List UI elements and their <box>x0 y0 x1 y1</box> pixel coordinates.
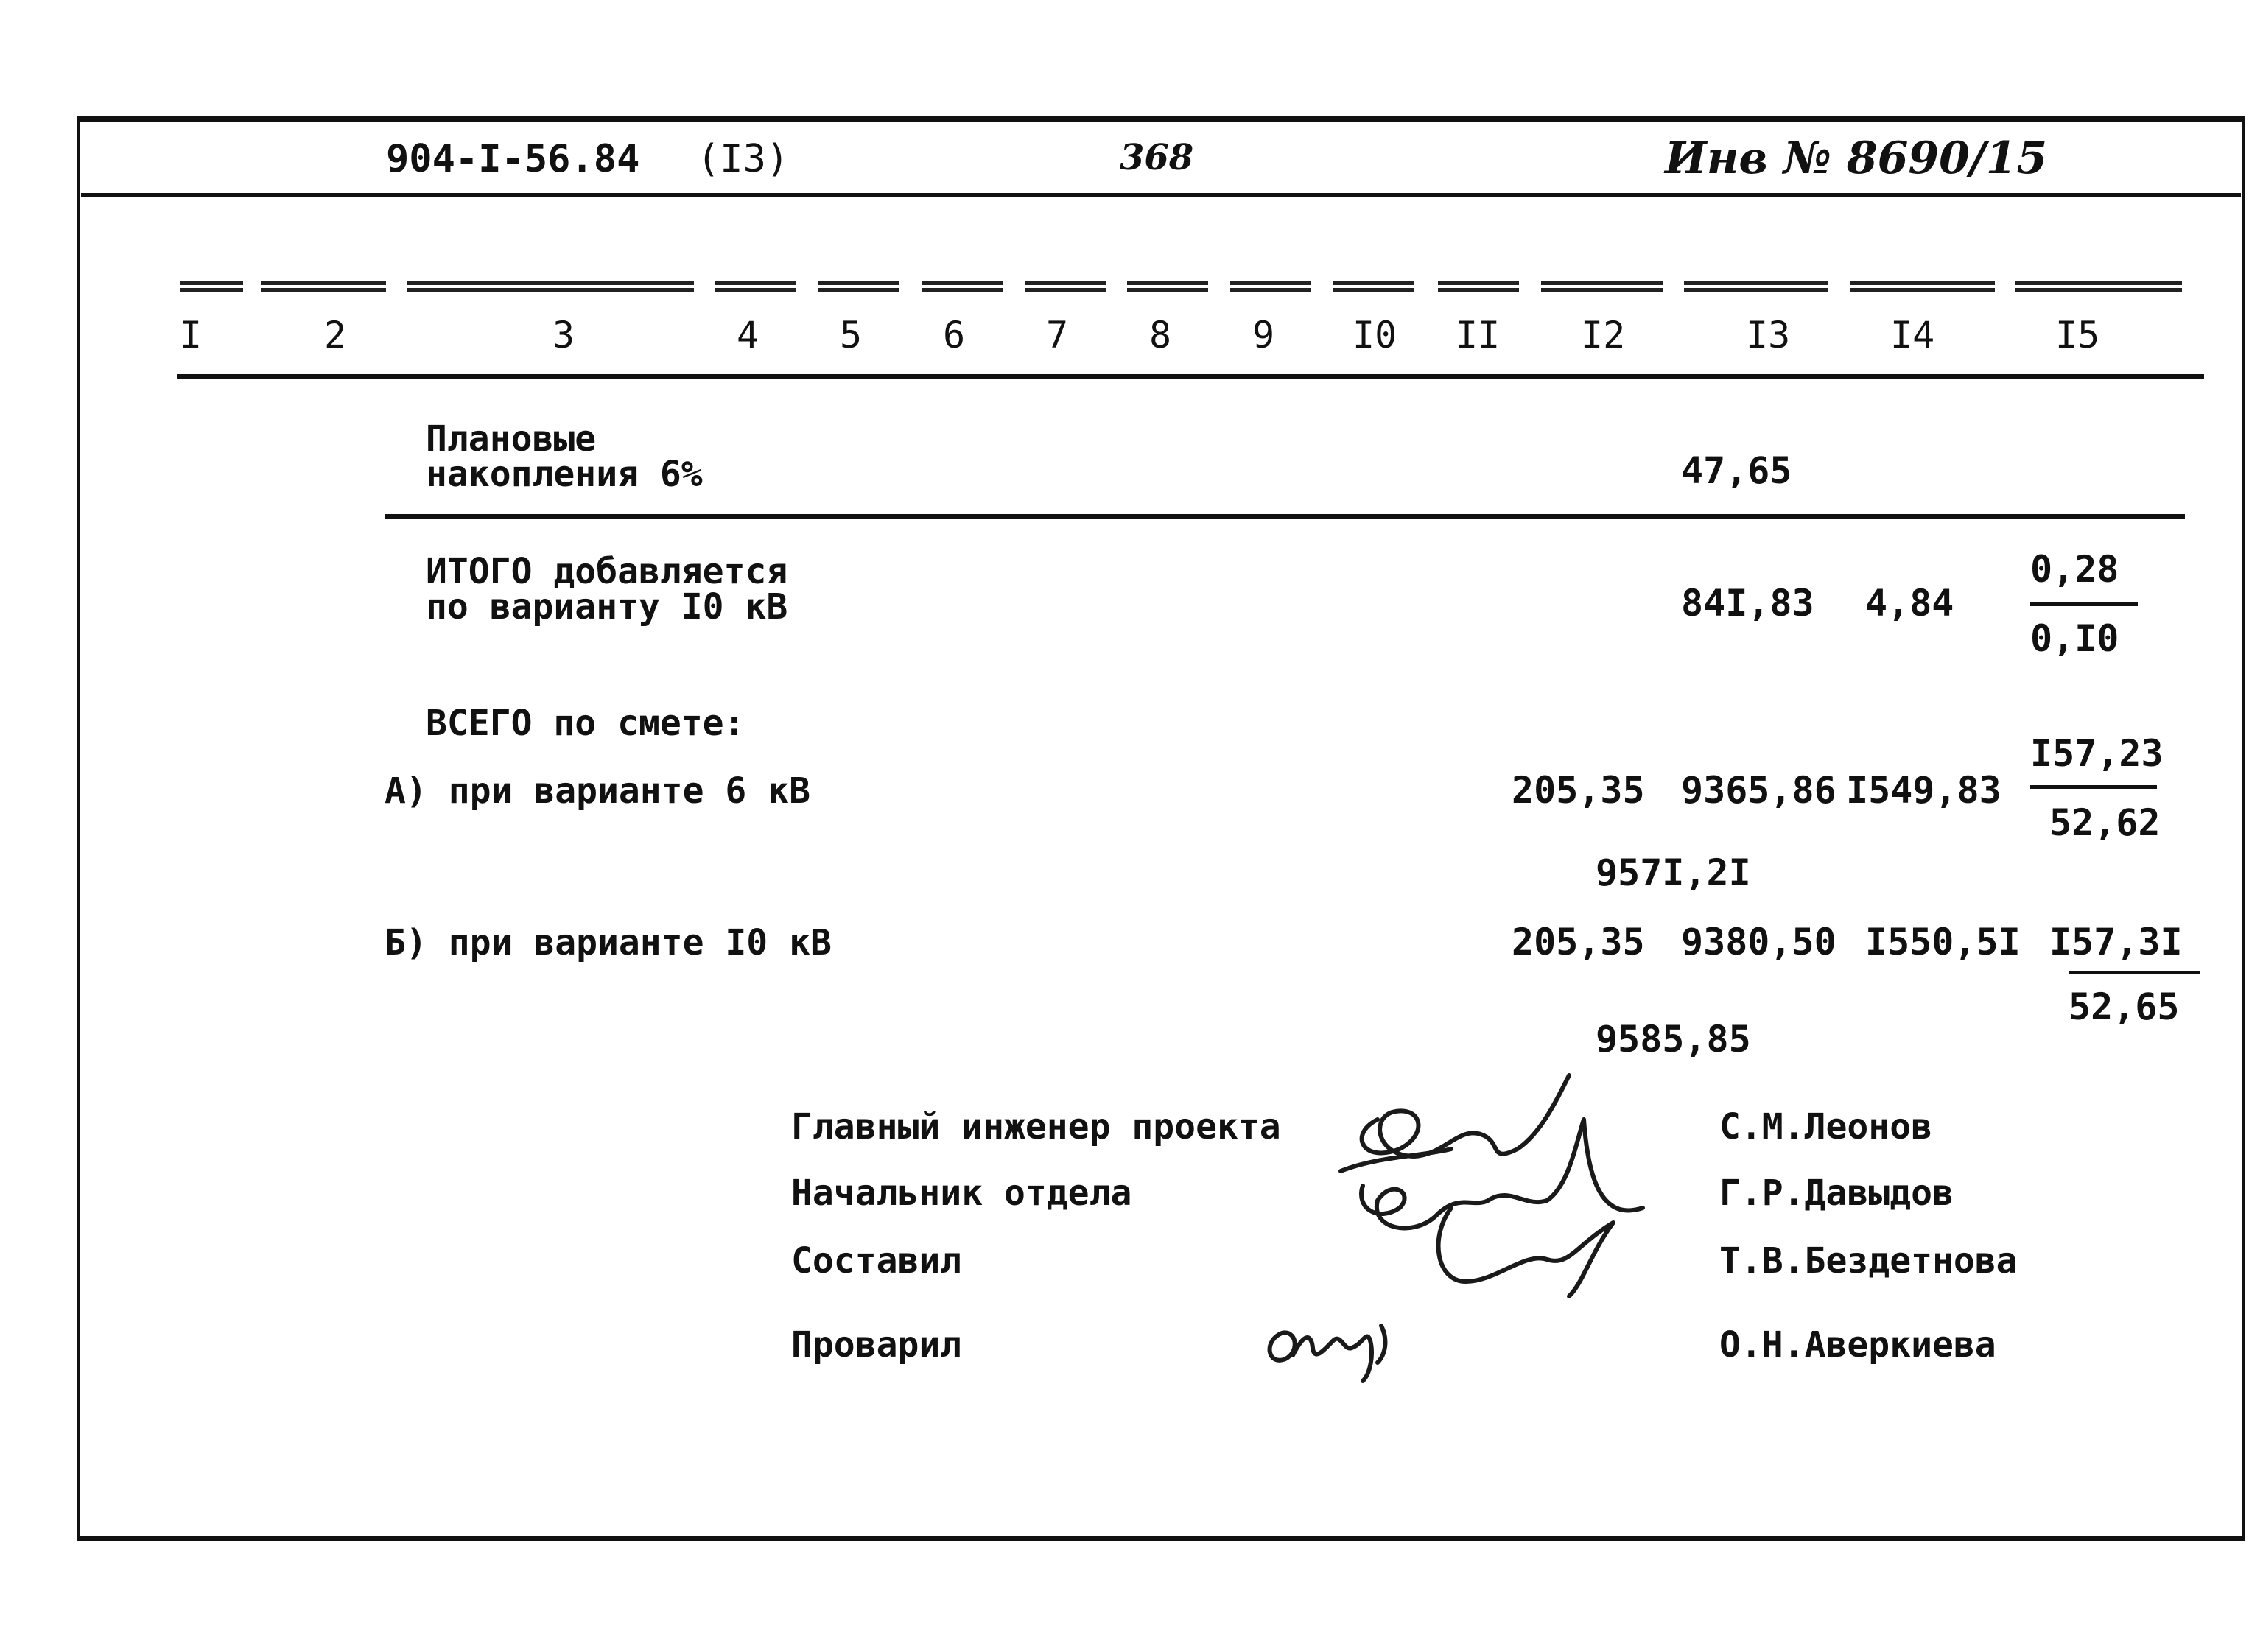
planned-savings-label: Плановые накопления 6% <box>426 418 703 495</box>
page-number: 368 <box>1120 137 1194 178</box>
column-dash <box>715 281 796 292</box>
total-added-col15-bottom: 0,I0 <box>2030 617 2119 660</box>
fraction-line <box>2030 602 2138 606</box>
column-dash <box>1230 281 1311 292</box>
column-number: 8 <box>1149 314 1172 356</box>
inventory-number: Инв № 8690/15 <box>1665 133 2048 184</box>
fraction-line <box>2069 971 2200 974</box>
variant-b-col15-bottom: 52,65 <box>2069 985 2180 1028</box>
variant-b-col12: 205,35 <box>1512 921 1645 963</box>
handwritten-signatures <box>1333 1061 1672 1311</box>
column-header-divider <box>177 374 2204 379</box>
variant-a-col14: I549,83 <box>1846 769 2001 812</box>
column-number: 5 <box>840 314 863 356</box>
variant-b-col13: 9380,50 <box>1681 921 1836 963</box>
signature-name: Т.В.Бездетнова <box>1719 1240 2018 1282</box>
variant-b-sum: 9585,85 <box>1596 1018 1751 1061</box>
column-number: 4 <box>737 314 759 356</box>
column-dash <box>1025 281 1106 292</box>
column-number: 2 <box>324 314 347 356</box>
signature-role: Составил <box>791 1240 962 1282</box>
column-dash <box>180 281 243 292</box>
column-number: 9 <box>1252 314 1275 356</box>
signature-name: О.Н.Аверкиева <box>1719 1324 1996 1365</box>
variant-a-col12: 205,35 <box>1512 769 1645 812</box>
signature-name: Г.Р.Давыдов <box>1719 1173 1954 1214</box>
column-number: II <box>1456 314 1501 356</box>
column-dash <box>1684 281 1828 292</box>
column-number: I0 <box>1352 314 1397 356</box>
column-number: 7 <box>1046 314 1069 356</box>
column-dash <box>922 281 1003 292</box>
variant-a-sum: 957I,2I <box>1596 851 1751 894</box>
header-divider <box>81 193 2241 197</box>
row-divider <box>385 514 2185 519</box>
doc-code: 904-I-56.84 <box>386 137 640 181</box>
column-number: I5 <box>2055 314 2100 356</box>
column-number: I4 <box>1890 314 1935 356</box>
variant-a-col13: 9365,86 <box>1681 769 1836 812</box>
signature-name: С.М.Леонов <box>1719 1106 1932 1147</box>
column-dash <box>1127 281 1208 292</box>
variant-a-col15-top: I57,23 <box>2030 732 2164 775</box>
column-dash <box>1850 281 1995 292</box>
total-added-col13: 84I,83 <box>1681 582 1814 625</box>
total-added-col14: 4,84 <box>1865 582 1954 625</box>
variant-b-col15-top: I57,3I <box>2049 921 2183 963</box>
variant-a-col15-bottom: 52,62 <box>2049 801 2161 844</box>
column-number: I2 <box>1581 314 1626 356</box>
column-dash <box>407 281 694 292</box>
column-number: 3 <box>552 314 575 356</box>
total-added-label: ИТОГО добавляется по варианту I0 кВ <box>426 551 788 628</box>
signature-role: Главный инженер проекта <box>791 1106 1281 1147</box>
signature-role: Проварил <box>791 1324 962 1365</box>
variant-b-col14: I550,5I <box>1865 921 2021 963</box>
column-dash <box>1438 281 1519 292</box>
column-number: I3 <box>1746 314 1791 356</box>
column-dash <box>1333 281 1414 292</box>
variant-b-label: Б) при варианте I0 кВ <box>385 922 832 963</box>
total-added-col15-top: 0,28 <box>2030 548 2119 591</box>
sheet-ref: (I3) <box>697 137 790 181</box>
column-dash <box>1541 281 1663 292</box>
fraction-line <box>2030 785 2157 789</box>
grand-total-label: ВСЕГО по смете: <box>426 703 745 744</box>
column-dash <box>261 281 386 292</box>
column-dash <box>2015 281 2182 292</box>
planned-savings-col13: 47,65 <box>1681 449 1792 492</box>
column-dash <box>818 281 899 292</box>
column-number: 6 <box>943 314 966 356</box>
handwritten-initials <box>1260 1304 1407 1385</box>
variant-a-label: А) при варианте 6 кВ <box>385 770 810 812</box>
column-number: I <box>180 314 203 356</box>
signature-role: Начальник отдела <box>791 1173 1132 1214</box>
